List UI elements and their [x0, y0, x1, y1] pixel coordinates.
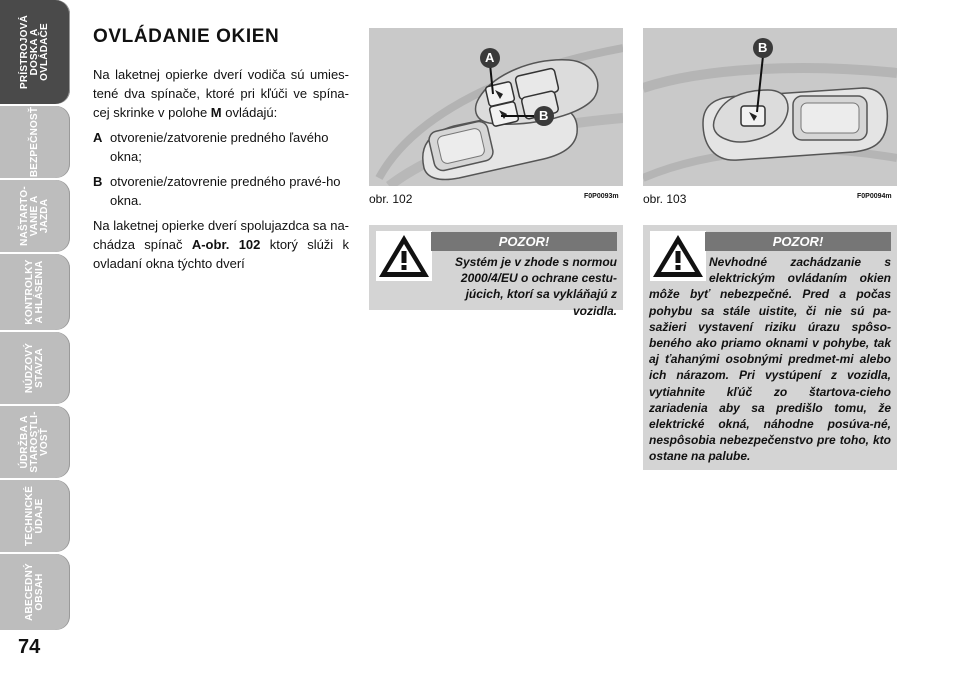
tab-label: KONTROLKY A HLÁSENIA [24, 259, 45, 325]
tab-udrzba[interactable] [0, 406, 70, 478]
callout-a: A [485, 50, 495, 65]
tab-pristrojova-doska[interactable] [0, 0, 70, 104]
tab-technicke-udaje[interactable] [0, 480, 70, 552]
door-armrest-illustration [369, 28, 623, 186]
intro-paragraph [93, 65, 349, 122]
body-text [93, 65, 349, 273]
warning-box [369, 225, 623, 318]
intro-end: ovládajú: [221, 105, 278, 120]
figure-caption: obr. 103 [643, 192, 687, 206]
figure-reference: A-obr. 102 [191, 237, 261, 252]
tab-nudzovy-stav[interactable] [0, 332, 70, 404]
warning-body [375, 254, 617, 319]
warning-text-content: Nevhodné zachádzanie s elektrickým ovládaním okien môže byť nebezpečné. Pred a počas pohybu sa stále uistite, či nie sú pa-sažieri vystavení riziku úrazu spôso-beného ako priamo oknami v pohybe, tak aj ťahanými osobnými predmet-mi alebo ich nárazom. Pri vystúpení z vozidla, vytiahnite kľúč zo štartova-cieho zariadenia aby sa predišlo tomu, že elektrické okná, náhodne posúva-né, nespôsobia nebezpečenstvo pre toho, kto ostane na palube. [649, 255, 891, 464]
tab-bezpecnost[interactable] [0, 106, 70, 178]
warning-header: POZOR! [705, 232, 891, 251]
figure-code: F0P0094m [857, 193, 892, 200]
item-text: otvorenie/zatvorenie predného ľavého okna; [110, 130, 329, 164]
para2-end: ktorý slúži k ovladaní okna týchto dverí [93, 237, 350, 271]
tab-label: ABECEDNÝ OBSAH [24, 563, 45, 621]
tab-abecedny-obsah[interactable] [0, 554, 70, 630]
passenger-armrest-illustration [643, 28, 897, 186]
tab-label: PRÍSTROJOVÁ DOSKA A OVLÁDAČE [19, 15, 50, 89]
list-item [93, 172, 349, 210]
callout-b: B [758, 40, 768, 55]
warning-text [649, 254, 891, 465]
tab-label: ÚDRŽBA A STAROSTLI- VOSŤ [19, 411, 50, 473]
warning-header: POZOR! [431, 232, 617, 251]
page-title: OVLÁDANIE OKIEN [93, 26, 280, 47]
tab-label: NÚDZOVÝ STAVZA [24, 342, 45, 394]
figure-code: F0P0093m [584, 193, 619, 200]
chapter-sidebar [0, 0, 72, 635]
tab-label: BEZPEČNOSŤ [29, 106, 40, 178]
warning-body [649, 254, 891, 465]
figure-103 [643, 28, 897, 186]
warning-text: Systém je v zhode s normou 2000/4/EU o ochrane cestu-júcich, ktorí sa vykláňajú z vozidla. [454, 255, 617, 318]
tab-kontrolky[interactable] [0, 254, 70, 330]
intro-text: Na laketnej opierke dverí vodiča sú umies-tené dva spínače, ktoré pri kľúči ve spína-cej skrinke v polohe [93, 67, 349, 120]
figure-caption: obr. 102 [369, 192, 413, 206]
list-item [93, 128, 349, 166]
item-text: otvorenie/zatovrenie predného pravé-ho okna. [110, 174, 341, 208]
page-number: 74 [18, 636, 41, 658]
tab-label: TECHNICKÉ ÚDAJE [24, 485, 45, 547]
figure-102 [369, 28, 623, 186]
para2-text: Na laketnej opierke dverí spolujazdca sa na-chádza spínač [93, 218, 349, 252]
item-key: A [93, 130, 103, 145]
warning-box [643, 225, 897, 470]
key-position: M [210, 105, 222, 120]
passenger-paragraph [93, 216, 349, 273]
tab-nastartovanie[interactable] [0, 180, 70, 252]
tab-label: NAŠTARTO- VANIE A JAZDA [19, 186, 50, 246]
item-key: B [93, 174, 103, 189]
callout-b: B [539, 108, 549, 123]
